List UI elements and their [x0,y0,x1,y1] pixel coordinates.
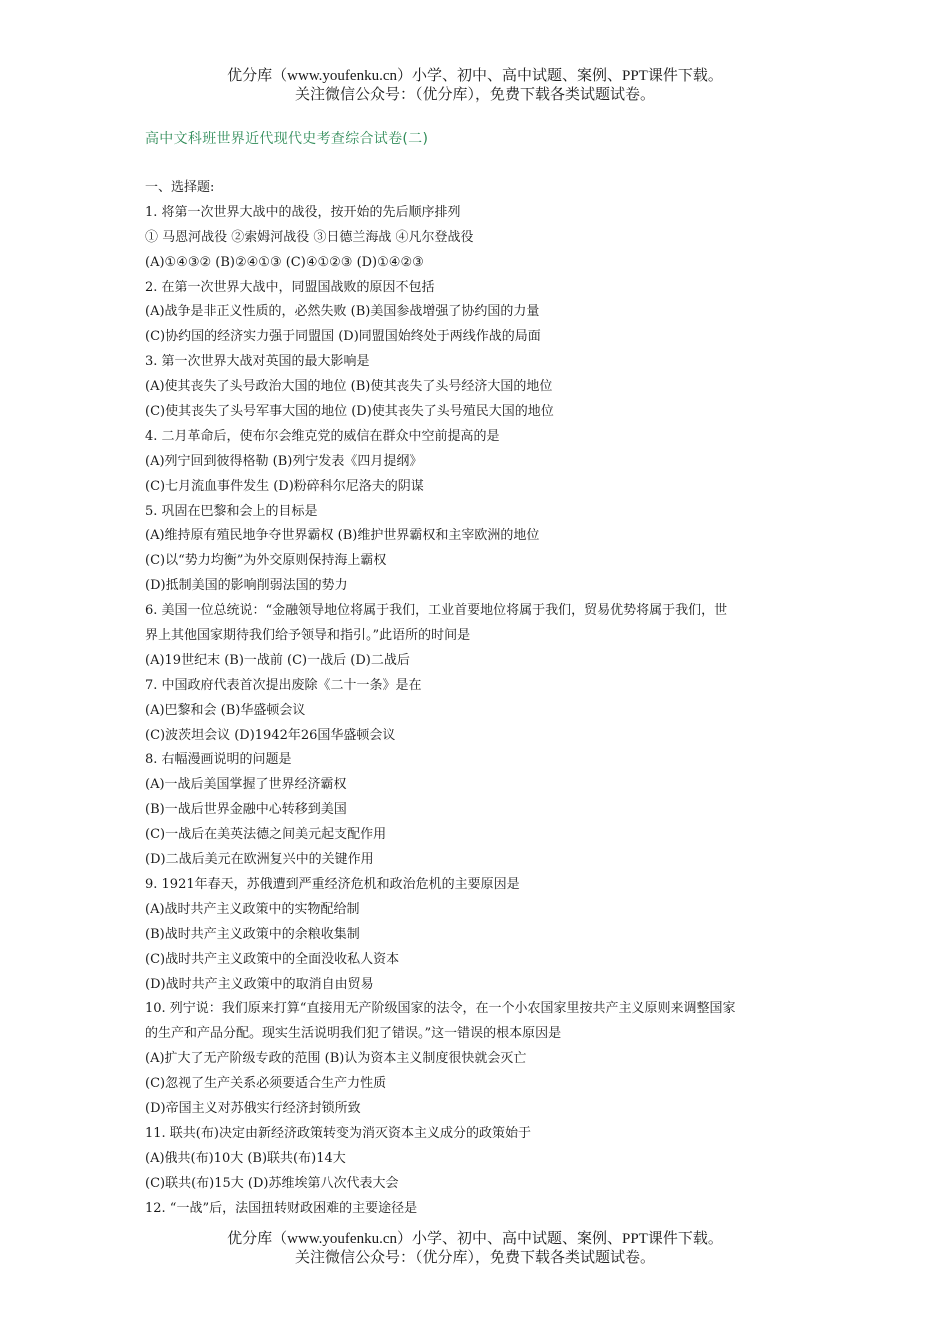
text-line: (A)一战后美国掌握了世界经济霸权 [145,777,347,793]
text-line: (B)一战后世界金融中心转移到美国 [145,802,347,818]
text-line: 4. 二月革命后，使布尔会维克党的威信在群众中空前提高的是 [145,428,500,444]
text-line: (C)一战后在美英法德之间美元起支配作用 [145,827,387,843]
text-line: 2. 在第一次世界大战中，同盟国战败的原因不包括 [145,279,435,295]
footer-line-1: 优分库（www.youfenku.cn）小学、初中、高中试题、案例、PPT课件下载。 [227,1231,723,1247]
text-line: 11. 联共(布)决定由新经济政策转变为消灭资本主义成分的政策始于 [145,1125,531,1141]
text-line: 界上其他国家期待我们给予领导和指引。”此语所的时间是 [145,628,471,644]
footer-line-2: 关注微信公众号：（优分库），免费下载各类试题试卷。 [294,1250,655,1266]
text-line: (C)七月流血事件发生 (D)粉碎科尔尼洛夫的阴谋 [145,478,424,494]
text-line: (C)协约国的经济实力强于同盟国 (D)同盟国始终处于两线作战的局面 [145,329,541,345]
text-line: 5. 巩固在巴黎和会上的目标是 [145,503,318,519]
text-line: 3. 第一次世界大战对英国的最大影响是 [145,354,370,370]
text-line: (D)二战后美元在欧洲复兴中的关键作用 [145,852,374,868]
document-title: 高中文科班世界近代现代史考查综合试卷(二) [145,131,429,147]
text-line: (A)战时共产主义政策中的实物配给制 [145,901,360,917]
text-line: (A)战争是非正义性质的，必然失败 (B)美国参战增强了协约国的力量 [145,304,540,320]
header-line-2: 关注微信公众号：（优分库），免费下载各类试题试卷。 [294,87,655,103]
text-line: (C)联共(布)15大 (D)苏维埃第八次代表大会 [145,1175,399,1191]
text-line: 12. “一战”后，法国扭转财政困难的主要途径是 [145,1200,418,1216]
text-line: 10. 列宁说：我们原来打算“直接用无产阶级国家的法令，在一个小农国家里按共产主义原则来调整国家 [145,1001,736,1017]
text-line: (C)波茨坦会议 (D)1942年26国华盛顿会议 [145,727,396,743]
page-header [0,67,950,105]
text-line: 7. 中国政府代表首次提出废除《二十一条》是在 [145,677,422,693]
text-line: (D)抵制美国的影响削弱法国的势力 [145,578,348,594]
header-line-1: 优分库（www.youfenku.cn）小学、初中、高中试题、案例、PPT课件下载。 [227,68,723,84]
text-line: 6. 美国一位总统说：“金融领导地位将属于我们，工业首要地位将属于我们，贸易优势将属于我们，世 [145,603,728,619]
text-line: (A)①④③② (B)②④①③ (C)④①②③ (D)①④②③ [145,254,424,270]
text-line: (A)巴黎和会 (B)华盛顿会议 [145,702,306,718]
text-line: (A)使其丧失了头号政治大国的地位 (B)使其丧失了头号经济大国的地位 [145,379,553,395]
text-line: (A)维持原有殖民地争夺世界霸权 (B)维护世界霸权和主宰欧洲的地位 [145,528,540,544]
text-line: (C)忽视了生产关系必须要适合生产力性质 [145,1076,387,1092]
text-line: 8. 右幅漫画说明的问题是 [145,752,292,768]
text-line: (B)战时共产主义政策中的余粮收集制 [145,926,360,942]
text-line: (A)列宁回到彼得格勒 (B)列宁发表《四月提纲》 [145,453,423,469]
question-body [145,176,810,1221]
text-line: (D)战时共产主义政策中的取消自由贸易 [145,976,374,992]
text-line: 9. 1921年春天，苏俄遭到严重经济危机和政治危机的主要原因是 [145,876,520,892]
page-footer [0,1230,950,1268]
text-line: 的生产和产品分配。现实生活说明我们犯了错误。”这一错误的根本原因是 [145,1026,562,1042]
text-line: (C)战时共产主义政策中的全面没收私人资本 [145,951,400,967]
text-line: 1. 将第一次世界大战中的战役，按开始的先后顺序排列 [145,204,461,220]
text-line: (A)19世纪末 (B)一战前 (C)一战后 (D)二战后 [145,652,410,668]
text-line: (A)扩大了无产阶级专政的范围 (B)认为资本主义制度很快就会灭亡 [145,1051,527,1067]
text-line: (C)使其丧失了头号军事大国的地位 (D)使其丧失了头号殖民大国的地位 [145,404,554,420]
text-line: (D)帝国主义对苏俄实行经济封锁所致 [145,1100,361,1116]
text-line: (C)以“势力均衡”为外交原则保持海上霸权 [145,553,387,569]
text-line: (A)俄共(布)10大 (B)联共(布)14大 [145,1150,346,1166]
text-line: ① 马恩河战役 ②索姆河战役 ③日德兰海战 ④凡尔登战役 [145,229,474,245]
text-line: 一、选择题: [145,180,215,195]
